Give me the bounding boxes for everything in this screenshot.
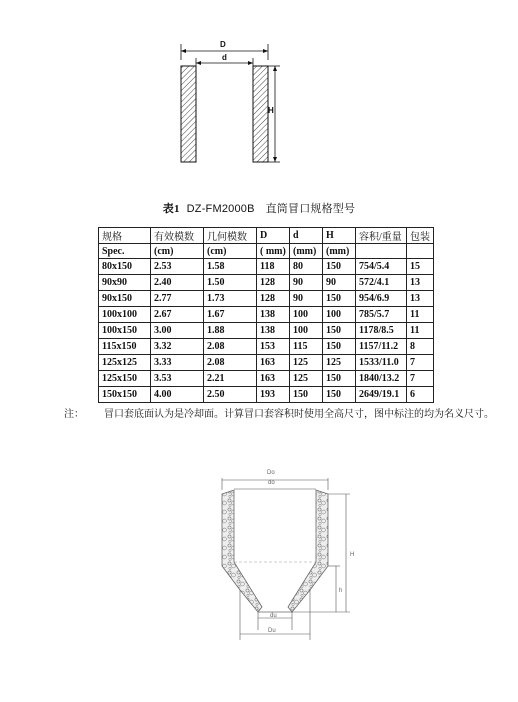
table-cell: 125 [290, 355, 323, 371]
product-code: DZ-FM2000B [186, 203, 255, 215]
table-cell: 1.58 [204, 259, 257, 275]
dimension-Du-label: Du [268, 628, 276, 634]
table-cell: 138 [257, 307, 290, 323]
dimension-do-label: do [268, 480, 275, 486]
header-cell: d [290, 228, 323, 244]
header-cell: 有效模数 [151, 228, 204, 244]
table-cell: 128 [257, 275, 290, 291]
table-cell: 8 [407, 339, 434, 355]
table-cell: 13 [407, 275, 434, 291]
table-row [99, 387, 434, 403]
table-cell: 3.53 [151, 371, 204, 387]
table-cell: 3.33 [151, 355, 204, 371]
table-cell: 7 [407, 371, 434, 387]
table-cell: 125 [323, 355, 356, 371]
table-row [99, 339, 434, 355]
table-cell: 115x150 [99, 339, 151, 355]
header-cell: (mm) [290, 244, 323, 259]
header-cell: 规格 [99, 228, 151, 244]
header-cell: (cm) [151, 244, 204, 259]
table-cell: 1.73 [204, 291, 257, 307]
table-cell: 6 [407, 387, 434, 403]
table-cell: 128 [257, 291, 290, 307]
table-cell: 150 [323, 339, 356, 355]
note-label: 注： [64, 409, 84, 420]
table-row [99, 275, 434, 291]
table-cell: 125x125 [99, 355, 151, 371]
table-cell: 3.00 [151, 323, 204, 339]
header-cell: D [257, 228, 290, 244]
table-cell: 138 [257, 323, 290, 339]
table-cell: 100x150 [99, 323, 151, 339]
table-cell: 754/5.4 [356, 259, 407, 275]
table-cell: 785/5.7 [356, 307, 407, 323]
header-cell: Spec. [99, 244, 151, 259]
dimension-H-label: H [268, 106, 274, 115]
table-cell: 2.77 [151, 291, 204, 307]
table-cell: 2.08 [204, 339, 257, 355]
table-cell: 150 [323, 371, 356, 387]
table-cell: 90 [323, 275, 356, 291]
dimension-d-label: d [222, 53, 227, 62]
dimension-D-label: D [220, 40, 226, 49]
table-cell: 90 [290, 275, 323, 291]
table-cell: 2.21 [204, 371, 257, 387]
table-cell: 100 [323, 307, 356, 323]
table-note [64, 405, 494, 420]
table-cell: 1157/11.2 [356, 339, 407, 355]
table-cell: 2.08 [204, 355, 257, 371]
table-row [99, 371, 434, 387]
table-cell: 90x90 [99, 275, 151, 291]
table-cell: 1840/13.2 [356, 371, 407, 387]
table-cell: 80 [290, 259, 323, 275]
table-cell: 150 [323, 387, 356, 403]
table-cell: 100 [290, 323, 323, 339]
table-cell: 150 [323, 291, 356, 307]
table-cell: 153 [257, 339, 290, 355]
table-cell: 80x150 [99, 259, 151, 275]
table-caption [0, 200, 518, 216]
table-cell: 1.50 [204, 275, 257, 291]
table-cell: 100x100 [99, 307, 151, 323]
table-cell: 150x150 [99, 387, 151, 403]
dimension-H-label-2: H [350, 552, 355, 558]
dimension-Do-label: Do [267, 470, 275, 476]
table-row [99, 355, 434, 371]
dimension-h-label: h [339, 588, 343, 594]
header-cell: 容积/重量 [356, 228, 407, 244]
dimension-du-label: du [270, 613, 277, 619]
header-cell: (cm) [204, 244, 257, 259]
table-cell: 4.00 [151, 387, 204, 403]
note-text: 冒口套底面认为是冷却面。计算冒口套容积时使用全高尺寸，图中标注的均为名义尺寸。 [104, 409, 494, 420]
table-cell: 115 [290, 339, 323, 355]
header-cell: H [323, 228, 356, 244]
table-cell: 125x150 [99, 371, 151, 387]
table-cell: 15 [407, 259, 434, 275]
table-cell: 1.88 [204, 323, 257, 339]
table-cell: 150 [323, 323, 356, 339]
table-cell: 13 [407, 291, 434, 307]
table-cell: 11 [407, 323, 434, 339]
table-cell: 193 [257, 387, 290, 403]
table-cell: 2649/19.1 [356, 387, 407, 403]
table-header-row [99, 228, 434, 244]
table-cell: 2.40 [151, 275, 204, 291]
table-cell: 572/4.1 [356, 275, 407, 291]
header-cell: 包装 [407, 228, 434, 244]
table-cell: 90x150 [99, 291, 151, 307]
table-row [99, 259, 434, 275]
table-cell: 150 [290, 387, 323, 403]
table-cell: 2.53 [151, 259, 204, 275]
table-number: 表1 [162, 203, 180, 215]
header-cell: (mm) [323, 244, 356, 259]
table-cell: 2.50 [204, 387, 257, 403]
table-cell: 1178/8.5 [356, 323, 407, 339]
table-title: 直筒冒口规格型号 [265, 203, 356, 215]
table-cell: 954/6.9 [356, 291, 407, 307]
table-cell: 1533/11.0 [356, 355, 407, 371]
table-cell: 100 [290, 307, 323, 323]
header-cell [407, 244, 434, 259]
table-cell: 1.67 [204, 307, 257, 323]
spec-table [98, 227, 434, 403]
tapered-sleeve-diagram [200, 462, 370, 652]
table-cell: 90 [290, 291, 323, 307]
table-row [99, 307, 434, 323]
table-cell: 7 [407, 355, 434, 371]
table-cell: 163 [257, 355, 290, 371]
header-cell [356, 244, 407, 259]
table-cell: 2.67 [151, 307, 204, 323]
header-cell: 几何模数 [204, 228, 257, 244]
table-row [99, 323, 434, 339]
table-cell: 11 [407, 307, 434, 323]
table-cell: 163 [257, 371, 290, 387]
header-cell: ( mm) [257, 244, 290, 259]
table-cell: 118 [257, 259, 290, 275]
table-row [99, 291, 434, 307]
table-cell: 125 [290, 371, 323, 387]
table-cell: 150 [323, 259, 356, 275]
table-cell: 3.32 [151, 339, 204, 355]
table-header-row [99, 244, 434, 259]
